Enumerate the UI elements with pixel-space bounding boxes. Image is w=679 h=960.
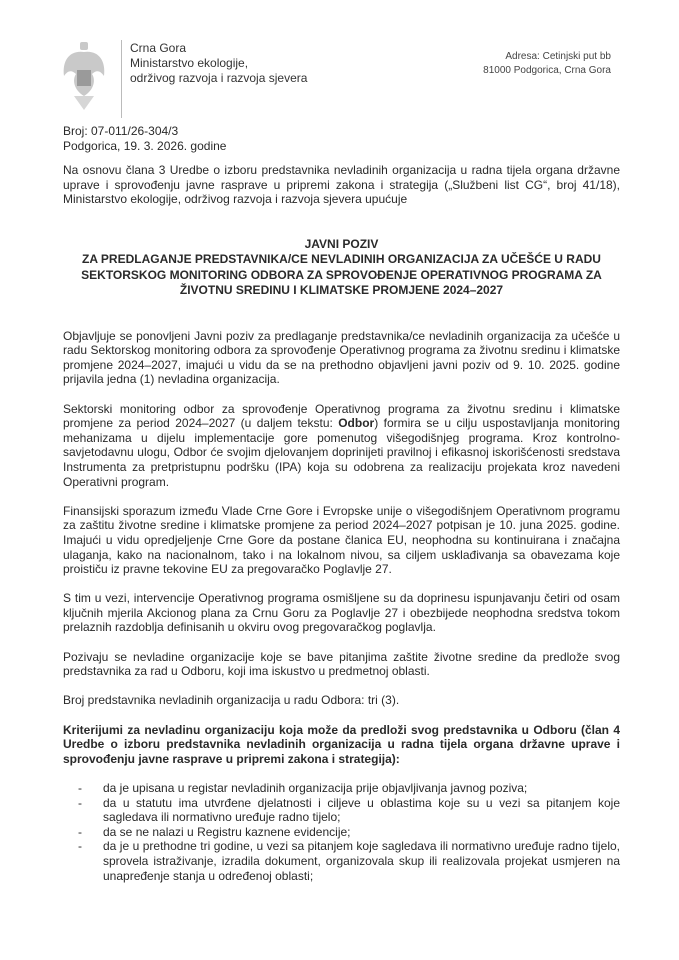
criteria-item: - da je upisana u registar nevladinih organizacija prije objavljivanja javnog poziva; <box>103 781 620 796</box>
title-line: JAVNI POZIV <box>304 236 379 251</box>
org-country: Crna Gora <box>130 41 187 55</box>
paragraph: Objavljuje se ponovljeni Javni poziv za predlaganje predstavnika/ce nevladinih organizacija za učešće u radu Sektorskog monitoring odbora za sprovođenje Operativnog programa za životnu sredinu i klimatske promjene 2024–2027, imajući u vidu da se na prethodno objavljeni javni poziv od 9. 10. 2025. godine prijavila jedna (1) nevladina organizacija. <box>63 328 620 387</box>
text: ) formira se u cilju uspostavljanja monitoring mehanizama u dijelu implementacije gore pomenutog višegodišnjeg programa. Kroz kontrolno-savjetodavnu ulogu, Odbor će svojim djelovanjem doprinijeti pravilnoj i efikasnoj iskorišćenosti sredstava Instrumenta za pretpristupnu podršku (IPA) koja su odobrena za realizaciju projekata kroz navedeni Operativni program. <box>63 416 620 489</box>
place-date: Podgorica, 19. 3. 2026. godine <box>63 138 227 153</box>
bold-term: Odbor <box>338 416 375 431</box>
paragraph: Pozivaju se nevladine organizacije koje se bave pitanjima zaštite životne sredine da predlože svog predstavnika za rad u Odboru, koji ima iskustvo u predmetnoj oblasti. <box>63 649 620 679</box>
coat-of-arms-icon <box>60 40 108 112</box>
criteria-item: - da je u prethodne tri godine, u vezi sa pitanjem koje sagledava ili normativno uređuje radno tijelo, sprovela istraživanje, izradila dokument, organizovala skup ili realizovala projekat usmjeren na unapređenje stanja u određenoj oblasti; <box>103 839 620 883</box>
reference-number: Broj: 07-011/26-304/3 <box>63 124 179 138</box>
criteria-list <box>63 781 620 883</box>
text: Sektorski monitoring odbor za sprovođenje Operativnog programa za životnu sredinu i klimatske promjene za period 2024–2027 (u daljem tekstu: <box>63 401 620 431</box>
org-ministry-line1: Ministarstvo ekologije, <box>130 56 249 70</box>
title-line: SEKTORSKOG MONITORING ODBORA ZA SPROVOĐENJE OPERATIVNOG PROGRAMA ZA <box>81 267 602 282</box>
paragraph: Finansijski sporazum između Vlade Crne Gore i Evropske unije o višegodišnjem Operativnom programu za zaštitu životne sredine i klimatske promjene za period 2024–2027 potpisan je 10. juna 2025. godine. Imajući u vidu opredjeljenje Crne Gore da postane članica EU, neophodna su kontinuirana i značajna ulaganja, kako na nacionalnom, tako i na lokalnom nivou, sa ciljem usklađivanja sa obavezama koje proističu iz pravne tekovine EU za pregovaračko Poglavlje 27. <box>63 503 620 577</box>
document-title <box>63 237 620 299</box>
criteria-heading: Kriterijumi za nevladinu organizaciju koja može da predloži svog predstavnika u Odboru (član 4 Uredbe o izboru predstavnika nevladinih organizacija u radna tijela organa državne uprave i sprovođenju javne rasprave u pripremi zakona i strategija): <box>63 722 620 766</box>
title-line: ŽIVOTNU SREDINU I KLIMATSKE PROMJENE 2024–2027 <box>179 283 504 298</box>
criteria-item: - da u statutu ima utvrđene djelatnosti i ciljeve u oblastima koje su u vezi sa pitanjem koje sagledava ili normativno uređuje radno tijelo; <box>103 796 620 825</box>
header-divider <box>121 40 122 118</box>
criteria-item: - da se ne nalazi u Registru kaznene evidencije; <box>103 825 620 840</box>
document-body <box>63 124 620 883</box>
organization-name <box>130 41 307 86</box>
address-line: Adresa: Cetinjski put bb <box>505 51 611 62</box>
intro-paragraph: Na osnovu člana 3 Uredbe o izboru predstavnika nevladinih organizacija u radna tijela organa državne uprave i sprovođenju javne rasprave u pripremi zakona i strategija („Službeni list CG“, broj 41/18), Ministarstvo ekologije, održivog razvoja i razvoja sjevera upućuje <box>63 163 620 207</box>
title-line: ZA PREDLAGANJE PREDSTAVNIKA/CE NEVLADINIH ORGANIZACIJA ZA UČEŠĆE U RADU <box>82 252 601 267</box>
address-line: 81000 Podgorica, Crna Gora <box>483 65 611 76</box>
org-ministry-line2: održivog razvoja i razvoja sjevera <box>130 71 308 85</box>
address <box>483 50 611 78</box>
paragraph <box>63 402 620 490</box>
paragraph: S tim u vezi, intervencije Operativnog programa osmišljene su da doprinesu ispunjavanju četiri od osam ključnih mjerila Akcionog plana za Crnu Goru za Poglavlje 27 i obezbijede neophodna sredstva tokom prelaznih razdoblja definisanih u okviru ovog pregovaračkog poglavlja. <box>63 591 620 635</box>
paragraph: Broj predstavnika nevladinih organizacija u radu Odbora: tri (3). <box>63 693 400 708</box>
